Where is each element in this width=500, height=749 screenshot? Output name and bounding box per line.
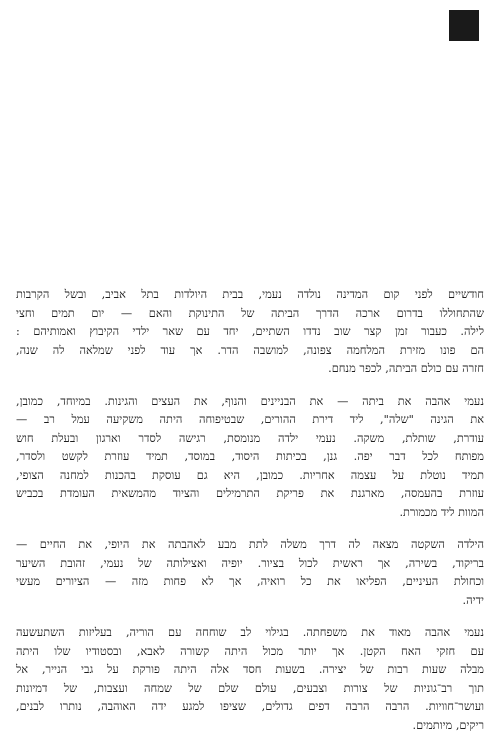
text-line: בריקוד, בשירה, אך ראשית לכול בציור. יופיה ואצילותה של נעמי, זהובת השיער (16, 556, 484, 570)
text-line: נעמי אהבה את ביתה — את הבניינים והנוף, את העצים והגינות. במיוחד, כמובן, (16, 394, 484, 408)
text-line: המוות ליד מכמורת. (399, 505, 484, 519)
text-line: עוזרת בהעמסה, מארגנת את פריקת התרמילים והציוד מהמשאית העומדת בכביש (16, 487, 484, 500)
text-line: תוך רב־גוניות של צורות וצבעים, עולם שלם של שמחה ועצבות, של דמיונות (16, 681, 484, 695)
text-line: הילדה השקטה מצאה לה דרך משלה לתת מבע לאהבתה את היופי, את החיים — (16, 538, 484, 551)
text-line: מבלה שעות רבות של יצירה. בשעות חסד אלה היתה פורקת על גבי הנייר, אל (16, 663, 484, 676)
text-line: תמיד נוטלת על עצמה אחריות. כמובן, היא גם עוסקת בהכנות למחנה הצופי, (16, 468, 484, 482)
text-line: עודרת, שותלת, משקה. נעמי ילדה מנומסת, רגישה לסדר וארגון ובעלת חוש (16, 431, 484, 445)
document-body (16, 286, 484, 749)
text-line: נעמי אהבה מאוד את משפחתה. בגילוי לב שוחחה עם הוריה, בעליזות השתעשעה (16, 626, 484, 639)
text-line: מפותח לכל דבר יפה. גנן, בכיתות היסוד, במוסד, תמיד עוזרת לקשט ולסדר, (16, 450, 484, 463)
corner-black-square (449, 10, 479, 41)
text-line: שהתחוללו בדרום ארכה הדרך הביתה של התינוקת והאם — יום תמים וחצי (16, 306, 484, 320)
text-line: עם חזקי האח הקטן. אך יותר מכול היתה קשורה לאבא, ובסטודיו שלו היתה (16, 644, 484, 658)
text-line: ריקים, מיותמים. (412, 718, 484, 732)
text-line: וכחולת העיניים, הפליאו את כל רואיה, אך לא פחות מזה — הציורים מעשי (16, 575, 484, 588)
text-line: ועושר־חוויות. הרבה הרבה דפים גדולים, שציפו למגע ידה האוהבה, נותרו לבנים, (16, 700, 484, 713)
text-line: חודשיים לפני קום המדינה נולדה נעמי, בבית היולדות בתל אביב, ובשל הקרבות (16, 288, 484, 301)
text-line: הם פונו מזירת המלחמה צפונה, למושבה הדר. אך עוד לפני שמלאה לה שנה, (16, 343, 484, 357)
text-line: את הגינה "שלה", ליד דירת ההורים, שבטיפוחה היתה משקיעה עמל רב — (16, 413, 484, 426)
text-line: ידיה. (462, 593, 484, 607)
paragraph (16, 624, 484, 735)
paragraph (16, 536, 484, 610)
text-line: לילה. כעבור זמן קצר שוב נדדו השתיים, יחד עם שאר ילדי הקיבוץ ואמותיהם : (16, 325, 484, 338)
paragraph (16, 286, 484, 379)
paragraph (16, 393, 484, 523)
text-line: חזרה עם כולם הביתה, לכפר מנחם. (328, 362, 484, 375)
